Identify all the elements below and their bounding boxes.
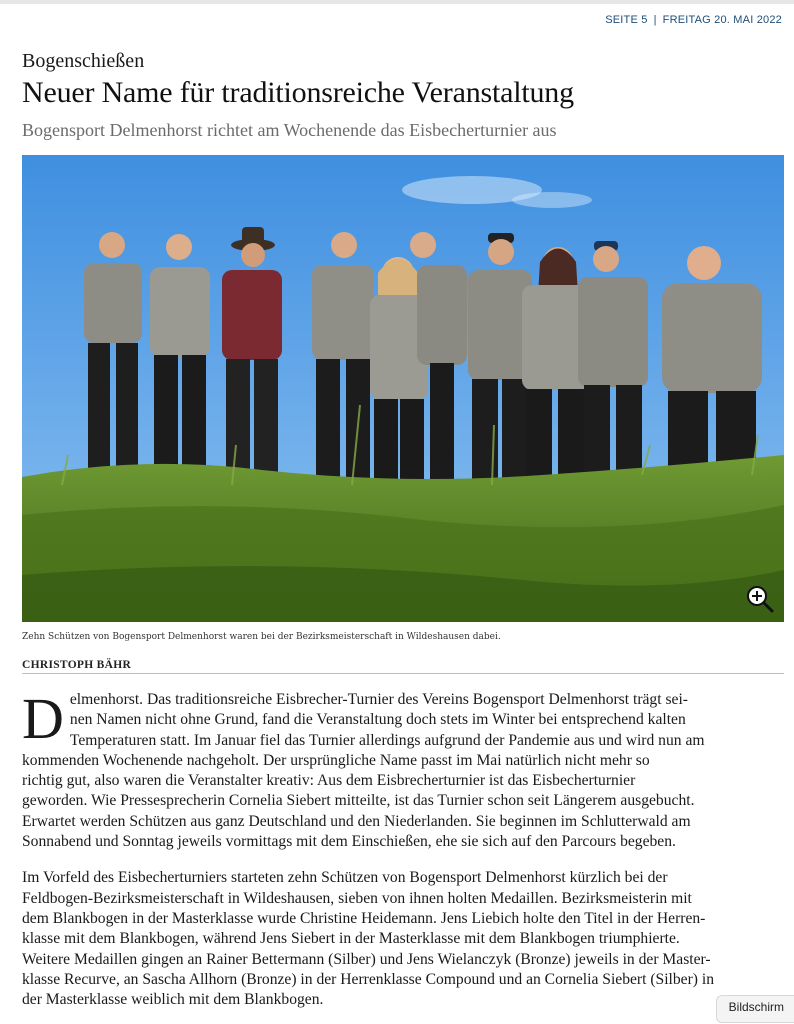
article-photo[interactable] [22, 155, 784, 622]
article-headline: Neuer Name für traditionsreiche Veranstaltung [22, 76, 574, 109]
text-line: nen Namen nicht ohne Grund, fand die Veranstaltung doch stets im Winter bei entsprechend kalten [69, 711, 686, 729]
text-line: klasse mit dem Blankbogen, während Jens Siebert in der Masterklasse mit dem Blankbogen triumphierte. [22, 930, 680, 948]
text-line: elmenhorst. Das traditionsreiche Eisbrecher-Turnier des Vereins Bogensport Delmenhorst trägt sei- [69, 691, 688, 708]
header-separator: | [653, 14, 657, 26]
paragraph-2 [22, 868, 786, 1010]
group-photo-illustration [22, 155, 784, 622]
page-number: SEITE 5 [605, 14, 648, 26]
top-border [0, 0, 794, 4]
fullscreen-button[interactable]: Bildschirm [716, 995, 794, 1023]
text-line: geworden. Wie Pressesprecherin Cornelia Siebert mitteilte, ist das Turnier schon seit Längerem ausgebucht. [22, 792, 695, 810]
article-subline: Bogensport Delmenhorst richtet am Wochenende das Eisbecherturnier aus [22, 120, 557, 140]
article-body [22, 686, 786, 1010]
text-line: richtig gut, also waren die Veranstalter kreativ: Aus dem Eisbrecherturnier ist das Eisbecherturnier [22, 772, 636, 790]
byline-divider [22, 673, 784, 674]
photo-caption: Zehn Schützen von Bogensport Delmenhorst waren bei der Bezirksmeisterschaft in Wildeshausen dabei. [22, 632, 501, 642]
author-byline: CHRISTOPH BÄHR [22, 659, 132, 671]
text-line: kommenden Wochenende nachgeholt. Der ursprüngliche Name passt im Mai natürlich nicht mehr so [22, 751, 650, 769]
text-line: der Masterklasse weiblich mit dem Blankbogen. [22, 991, 324, 1009]
text-line: Weitere Medaillen gingen an Rainer Bettermann (Silber) und Jens Wielanczyk (Bronze) jeweils in der Master- [22, 950, 711, 968]
text-line: Temperaturen statt. Im Januar fiel das Turnier allerdings aufgrund der Pandemie aus und wird nun am [69, 731, 705, 749]
text-line: dem Blankbogen in der Masterklasse wurde Christine Heidemann. Jens Liebich holte den Titel in der Herren- [22, 909, 706, 927]
text-line: Erwartet werden Schützen aus ganz Deutschland und den Niederlanden. Sie beginnen im Schlutterwald am [22, 812, 691, 830]
text-line: klasse Recurve, an Sascha Allhorn (Bronze) in der Herrenklasse Compound und an Cornelia Siebert (Silber) in [22, 970, 715, 988]
page-header [605, 14, 782, 26]
paragraph-1 [22, 686, 786, 852]
text-line: Sonnabend und Sonntag jeweils vormittags mit dem Einschießen, ehe sie sich auf den Parcours begeben. [22, 833, 676, 851]
text-line: Feldbogen-Bezirksmeisterschaft in Wildeshausen, sieben von ihnen holten Medaillen. Bezirksmeisterin mit [22, 889, 692, 907]
issue-date: FREITAG 20. MAI 2022 [662, 14, 782, 26]
drop-cap: D [22, 686, 64, 751]
zoom-in-icon[interactable] [746, 585, 774, 613]
article-kicker: Bogenschießen [22, 50, 145, 72]
text-line: Im Vorfeld des Eisbecherturniers starteten zehn Schützen von Bogensport Delmenhorst kürzlich bei der [22, 869, 668, 887]
